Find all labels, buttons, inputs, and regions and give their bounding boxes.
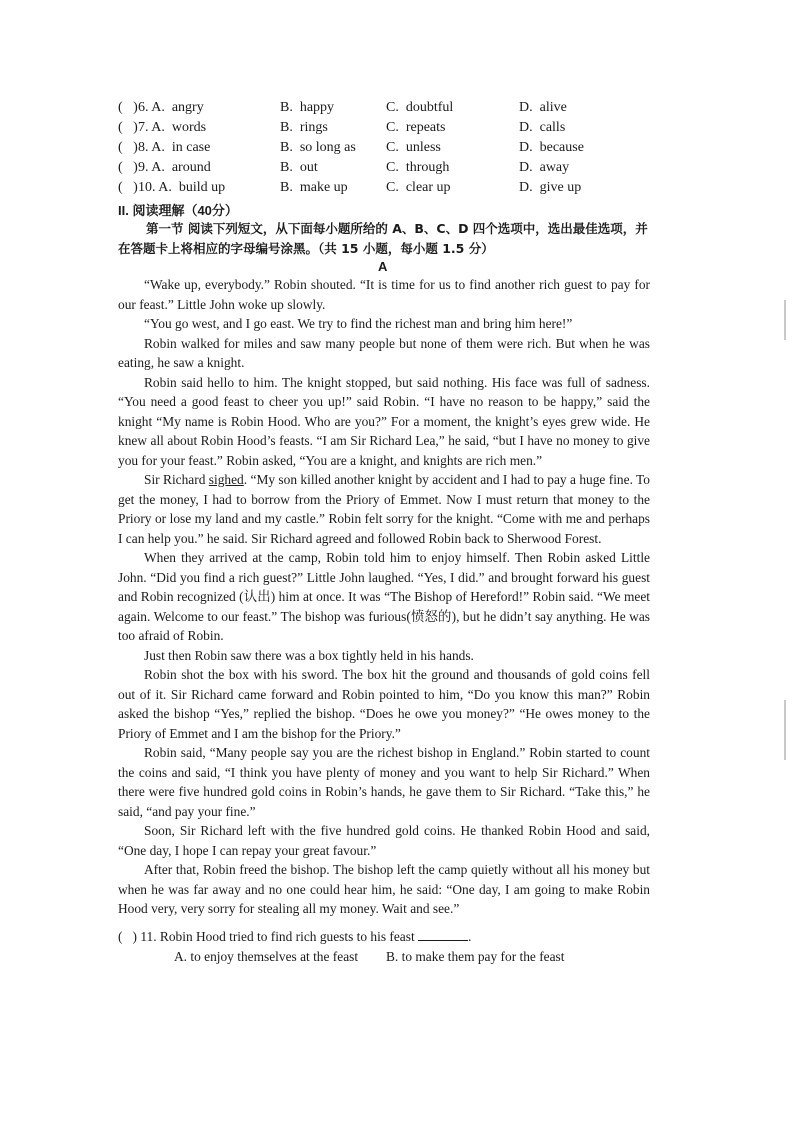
scan-edge-mark bbox=[784, 700, 786, 760]
answer-paren: ( ) bbox=[118, 180, 138, 195]
question-text: 11. Robin Hood tried to find rich guests to his feast bbox=[140, 929, 415, 944]
option-a: 8. A. in case bbox=[138, 140, 211, 155]
answer-paren: ( ) bbox=[118, 929, 137, 944]
answer-paren: ( ) bbox=[118, 120, 138, 135]
option-b: B. make up bbox=[280, 180, 348, 195]
option-b: B. rings bbox=[280, 120, 328, 135]
option-b: B. happy bbox=[280, 100, 335, 115]
option-c: C. clear up bbox=[386, 180, 451, 195]
underlined-word: sighed bbox=[208, 472, 244, 487]
paragraph-rest: . “My son killed another knight by accident and I had to pay a huge fine. To get the money, I had to borrow from the Priory of Emmet. Now I must return that money to the Priory or lose my land and my castle.” Robin felt sorry for the knight. “Come with me and perhaps I can help you.” he said. Sir Richard agreed and followed Robin back to Sherwood Forest. bbox=[118, 472, 650, 546]
paragraph-lead: Sir Richard bbox=[144, 472, 209, 487]
passage-paragraph: Robin shot the box with his sword. The box hit the ground and thousands of gold coins fell out of it. Sir Richard came forward and Robin pointed to him, “Do you know this man?” Robin asked the bishop “Yes,” replied the bishop. “Does he owe you money?” “He owes money to the Priory of Emmet and I am the bishop for the Priory.” bbox=[118, 667, 650, 741]
option-c: C. doubtful bbox=[386, 100, 454, 115]
question-11-option-a: A. to enjoy themselves at the feast bbox=[174, 949, 359, 964]
section-title: II. 阅读理解（40分） bbox=[118, 203, 238, 218]
section-instruction: 第一节 阅读下列短文，从下面每小题所给的 A、B、C、D 四个选项中，选出最佳选项，并在答题卡上将相应的字母编号涂黑。（共 15 小题，每小题 1.5 分） bbox=[118, 221, 648, 256]
option-a: 7. A. words bbox=[138, 120, 207, 135]
passage-paragraph: Robin said hello to him. The knight stopped, but said nothing. His face was full of sadness. “You need a good feast to cheer you up!” said Robin. “I have no reason to be happy,” said the knight “My name is Robin Hood. Who are you?” For a moment, the knight’s eyes grew wide. He knew all about Robin Hood’s feasts. “I am Sir Richard Lea,” he said, “but I have no money to give you for your feast.” Robin asked, “You are a knight, and knights are rich men.” bbox=[118, 374, 650, 468]
question-period: . bbox=[468, 929, 472, 944]
question-11 bbox=[118, 927, 471, 947]
passage-paragraph: Soon, Sir Richard left with the five hundred gold coins. He thanked Robin Hood and said, “One day, I hope I can repay your great favour.” bbox=[118, 823, 650, 858]
option-d: D. give up bbox=[519, 180, 582, 195]
passage-paragraph: When they arrived at the camp, Robin told him to enjoy himself. Then Robin asked Little John. “Did you find a rich guest?” Little John laughed. “Yes, I did.” and brought forward his guest and Robin recognized (认出) him at once. It was “The Bishop of Hereford!” Robin said. “We meet again. Welcome to our feast.” The bishop was furious(愤怒的), but he didn’t say anything. He was too afraid of Robin. bbox=[118, 550, 650, 643]
passage-paragraph: Robin walked for miles and saw many people but none of them were rich. But when he was eating, he saw a knight. bbox=[118, 335, 650, 370]
option-d: D. alive bbox=[519, 100, 567, 115]
option-c: C. repeats bbox=[386, 120, 446, 135]
option-c: C. unless bbox=[386, 140, 441, 155]
passage-paragraph: After that, Robin freed the bishop. The bishop left the camp quietly without all his money but when he was far away and no one could hear him, he said: “One day, I am going to make Robin Hood very, very sorry for stealing all my money. Wait and see.” bbox=[118, 862, 650, 916]
option-a: 6. A. angry bbox=[138, 100, 204, 115]
option-a: 10. A. build up bbox=[138, 180, 226, 195]
passage-paragraph: Robin said, “Many people say you are the richest bishop in England.” Robin started to count the coins and said, “I think you have plenty of money and you want to help Sir Richard.” When there were five hundred gold coins in Robin’s hands, he gave them to Sir Richard. “Take this,” he said, “and pay your fine.” bbox=[118, 745, 650, 819]
option-c: C. through bbox=[386, 160, 450, 175]
question-11-option-b: B. to make them pay for the feast bbox=[386, 949, 565, 964]
option-d: D. because bbox=[519, 140, 584, 155]
answer-paren: ( ) bbox=[118, 160, 138, 175]
option-a: 9. A. around bbox=[138, 160, 211, 175]
answer-paren: ( ) bbox=[118, 100, 138, 115]
scan-edge-mark bbox=[784, 300, 786, 340]
option-b: B. out bbox=[280, 160, 318, 175]
passage-paragraph bbox=[118, 470, 650, 548]
passage-paragraph: “You go west, and I go east. We try to find the richest man and bring him here!” bbox=[144, 316, 573, 331]
passage-letter: A bbox=[378, 259, 388, 274]
reading-passage bbox=[118, 275, 650, 919]
passage-paragraph: “Wake up, everybody.” Robin shouted. “It is time for us to find another rich guest to pay for our feast.” Little John woke up slowly. bbox=[118, 277, 650, 312]
passage-paragraph: Just then Robin saw there was a box tightly held in his hands. bbox=[144, 647, 474, 663]
option-d: D. calls bbox=[519, 120, 566, 135]
option-b: B. so long as bbox=[280, 140, 356, 155]
answer-paren: ( ) bbox=[118, 140, 138, 155]
option-d: D. away bbox=[519, 160, 570, 175]
answer-blank bbox=[418, 927, 468, 941]
